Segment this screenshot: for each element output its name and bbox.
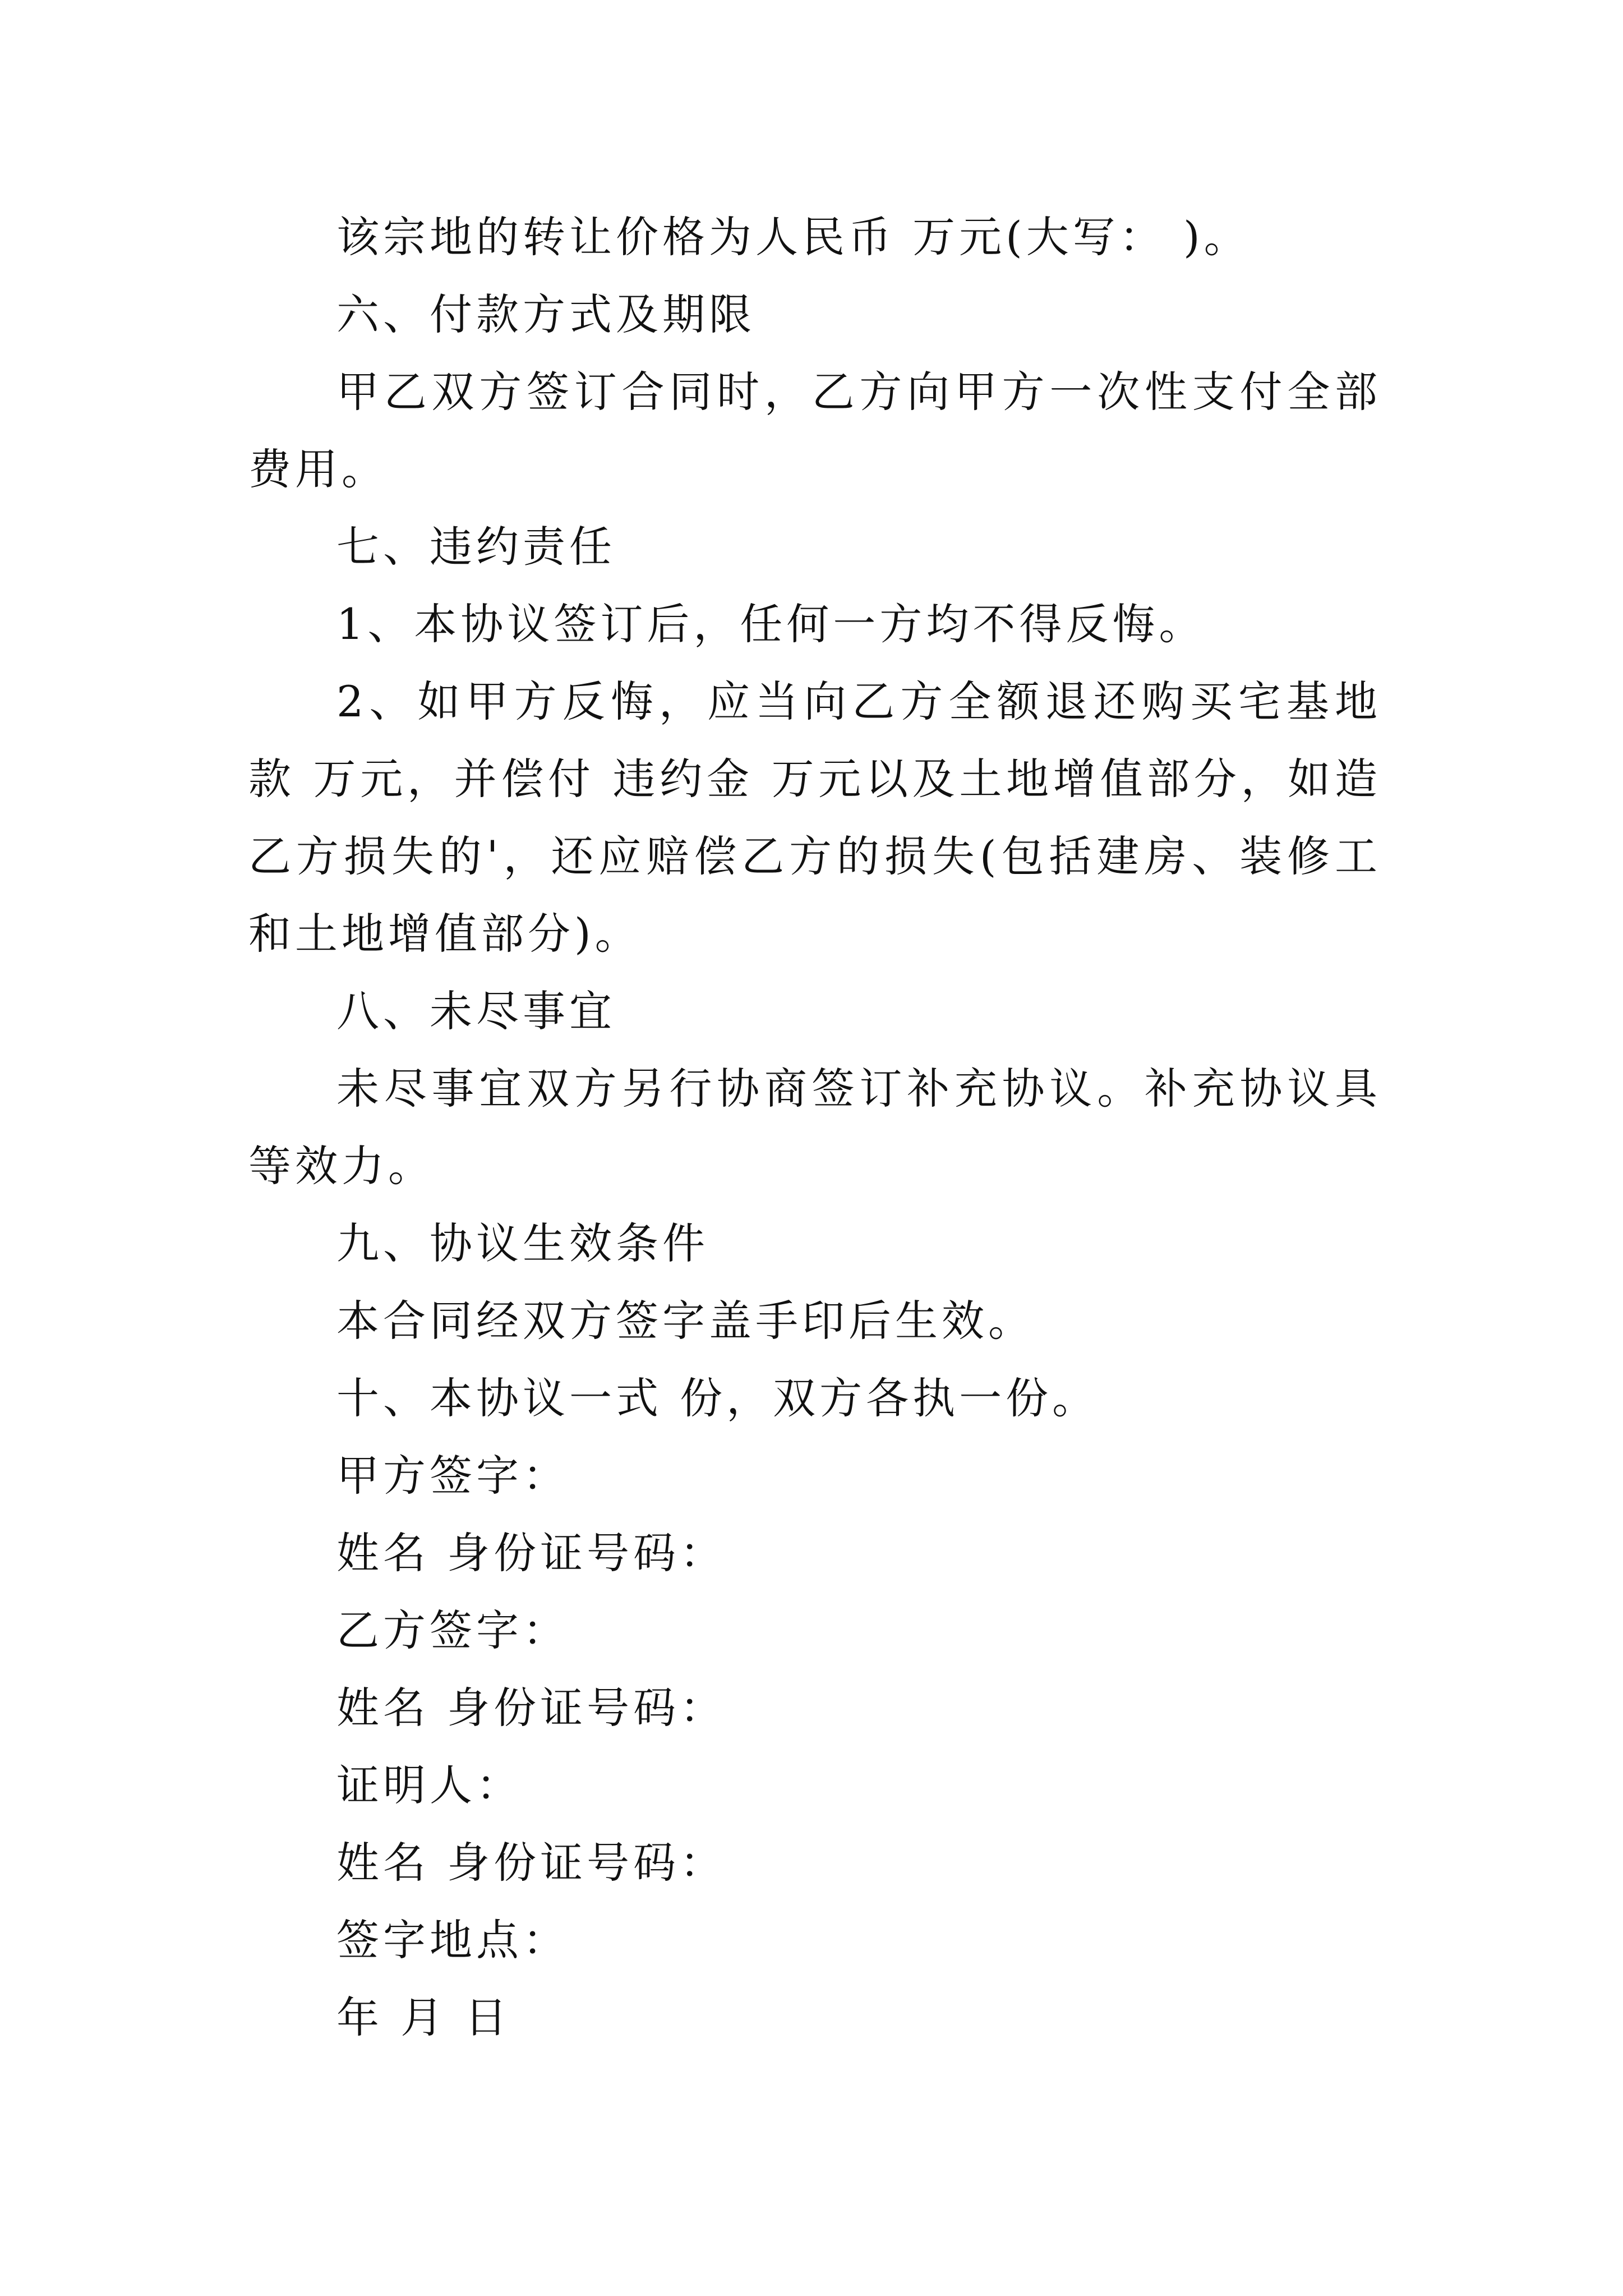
breach-clause-2-line-2: 款 万元，并偿付 违约金 万元以及土地增值部分，如造 [248, 754, 1381, 804]
signing-location-label: 签字地点： [336, 1915, 569, 1965]
breach-clause-1: 1、本协议签订后，任何一方均不得反悔。 [336, 599, 1206, 649]
date-line: 年 月 日 [336, 1993, 511, 2042]
party-b-name-id-label: 姓名 身份证号码： [336, 1683, 727, 1733]
witness-label: 证明人： [336, 1760, 523, 1810]
section-9-heading: 九、协议生效条件 [336, 1218, 709, 1268]
breach-clause-2-line-1: 2、如甲方反悔，应当向乙方全额退还购买宅基地 [336, 677, 1381, 726]
effective-condition-line: 本合同经双方签字盖手印后生效。 [336, 1296, 1035, 1346]
other-matters-line-1: 未尽事宜双方另行协商签订补充协议。补充协议具 [336, 1064, 1381, 1114]
payment-terms-line-1: 甲乙双方签订合同时，乙方向甲方一次性支付全部 [336, 367, 1381, 417]
payment-terms-line-2: 费用。 [248, 444, 388, 494]
other-matters-line-2: 等效力。 [248, 1141, 435, 1191]
breach-clause-2-line-4: 和土地增值部分)。 [248, 909, 642, 959]
party-a-name-id-label: 姓名 身份证号码： [336, 1528, 727, 1578]
section-7-heading: 七、违约责任 [336, 522, 616, 572]
breach-clause-2-line-3: 乙方损失的'，还应赔偿乙方的损失(包括建房、装修工 [248, 831, 1381, 881]
section-8-heading: 八、未尽事宜 [336, 986, 616, 1036]
party-a-signature-label: 甲方签字： [336, 1451, 569, 1501]
party-b-signature-label: 乙方签字： [336, 1605, 569, 1655]
section-10-copies-line: 十、本协议一式 份，双方各执一份。 [336, 1373, 1099, 1423]
transfer-price-line: 该宗地的转让价格为人民币 万元(大写： )。 [336, 212, 1251, 262]
witness-name-id-label: 姓名 身份证号码： [336, 1838, 727, 1888]
contract-body [248, 199, 1381, 2056]
section-6-heading: 六、付款方式及期限 [336, 289, 755, 339]
